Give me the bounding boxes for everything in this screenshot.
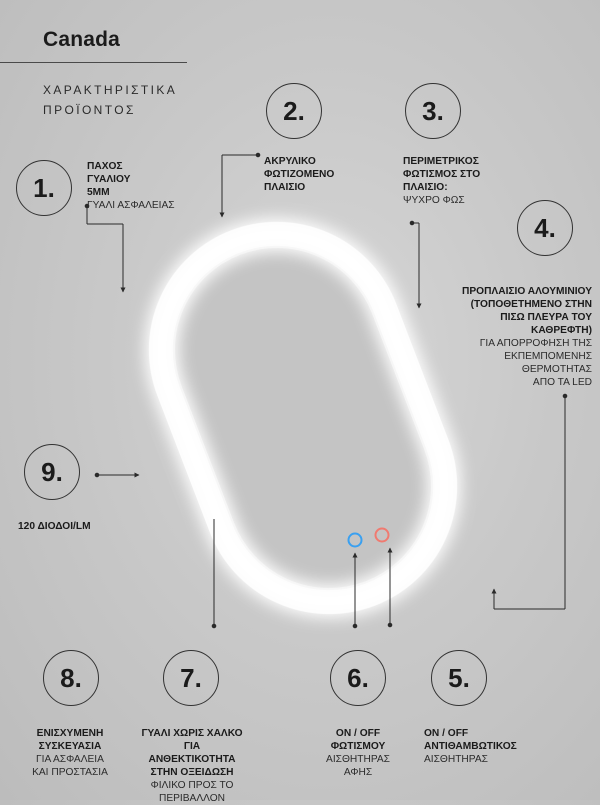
feature-number-circle: 9. xyxy=(24,444,80,500)
feature-number-circle: 6. xyxy=(330,650,386,706)
feature-6-text: ON / OFF ΦΩΤΙΣΜΟΥ ΑΙΣΘΗΤΗΡΑΣ ΑΦΗΣ xyxy=(326,728,390,778)
feature-number-circle: 3. xyxy=(405,83,461,139)
feature-number-circle: 2. xyxy=(266,83,322,139)
subtitle-line-2: ΠΡΟΪΟΝΤΟΣ xyxy=(43,103,136,117)
feature-number-circle: 7. xyxy=(163,650,219,706)
feature-2-text: ΑΚΡΥΛΙΚΟ ΦΩΤΙΖΟΜΕΝΟ ΠΛΑΙΣΙΟ xyxy=(264,156,335,193)
feature-3-text: ΠΕΡΙΜΕΤΡΙΚΟΣ ΦΩΤΙΣΜΟΣ ΣΤΟ ΠΛΑΙΣΙΟ: ΨΥΧΡΟ ΦΩΣ xyxy=(403,156,481,206)
feature-8-text: ΕΝΙΣΧΥΜΕΝΗ ΣΥΣΚΕΥΑΣΙΑ ΓΙΑ ΑΣΦΑΛΕΙΑ ΚΑΙ ΠΡΟΣΤΑΣΙΑ xyxy=(32,728,108,778)
feature-number-circle: 5. xyxy=(431,650,487,706)
feature-4-text: ΠΡΟΠΛΑΙΣΙΟ ΑΛΟΥΜΙΝΙΟΥ (ΤΟΠΟΘΕΤΗΜΕΝΟ ΣΤΗΝ ΠΙΣΩ ΠΛΕΥΡΑ ΤΟΥ ΚΑΘΡΕΦΤΗ) ΓΙΑ ΑΠΟΡΡΟΦΗΣΗ ΤΗΣ ΕΚΠΕΜΠΟΜΕΝΗΣ ΘΕΡΜΟΤΗΤΑΣ ΑΠΟ ΤΑ LED xyxy=(462,286,592,388)
feature-1-text: ΠΑΧΟΣ ΓΥΑΛΙΟΥ 5MM ΓΥΑΛΙ ΑΣΦΑΛΕΙΑΣ xyxy=(87,161,175,211)
subtitle-line-1: ΧΑΡΑΚΤΗΡΙΣΤΙΚΑ xyxy=(43,83,178,97)
product-title: Canada xyxy=(43,28,121,51)
feature-5-text: ON / OFF ΑΝΤΙΘΑΜΒΩΤΙΚΟΣ ΑΙΣΘΗΤΗΡΑΣ xyxy=(424,728,517,765)
feature-number-circle: 4. xyxy=(517,200,573,256)
feature-number-circle: 1. xyxy=(16,160,72,216)
feature-number-circle: 8. xyxy=(43,650,99,706)
feature-9-text: 120 ΔΙΟΔΟΙ/LM xyxy=(18,521,91,532)
feature-7-text: ΓΥΑΛΙ ΧΩΡΙΣ ΧΑΛΚΟ ΓΙΑ ΑΝΘΕΚΤΙΚΟΤΗΤΑ ΣΤΗΝ ΟΞΕΙΔΩΣΗ ΦΙΛΙΚΟ ΠΡΟΣ ΤΟ ΠΕΡΙΒΑΛΛΟΝ xyxy=(141,728,243,804)
